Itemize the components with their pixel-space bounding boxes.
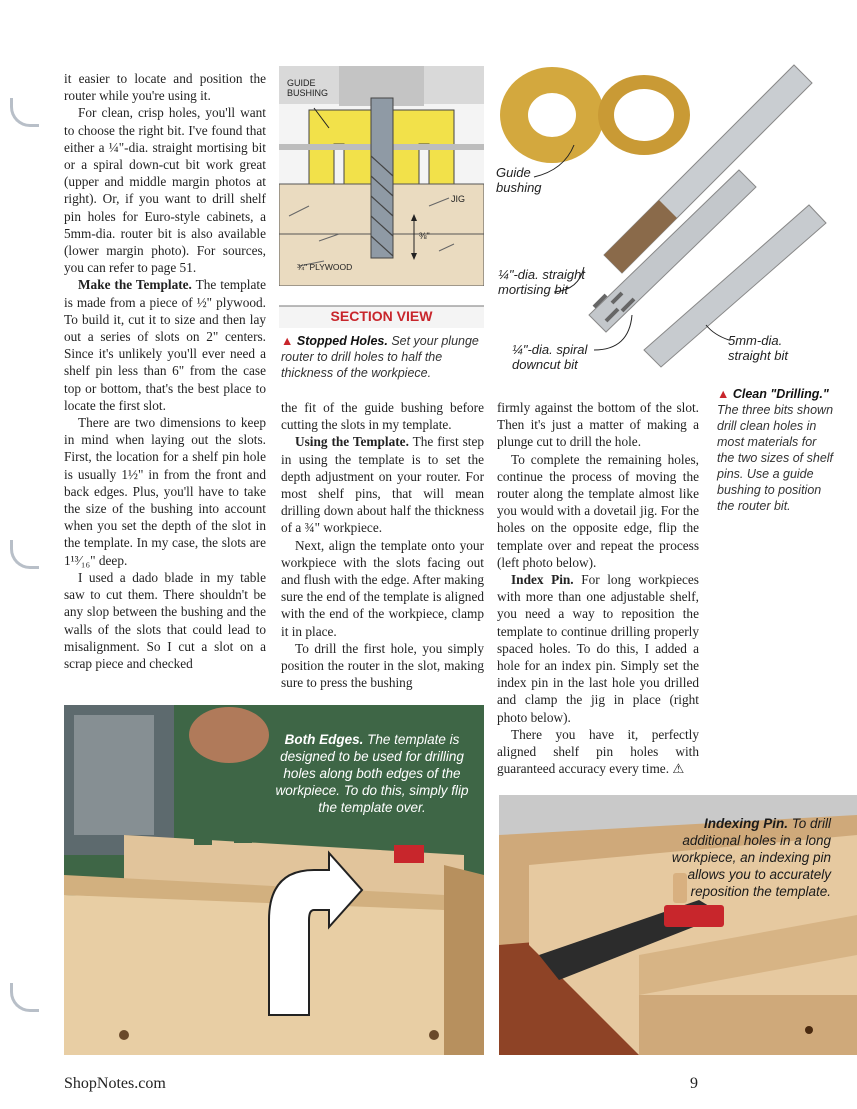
clean-drilling-heading: Clean "Drilling." <box>732 387 829 401</box>
column-3 <box>497 399 699 778</box>
col1-paragraph-2: For clean, crisp holes, you'll want to choose the right bit. I've found that either a ¼"-dia. straight mortising bit or a spiral down-cut bit work great (upper and middle margin photos at right). Or, if you want to drill shelf pin holes for Euro-style cabinets, a 5mm-dia. router bit is also available (lower margin photo). For sources, you can refer to page 51. <box>64 105 266 276</box>
plywood-label: ¾" PLYWOOD <box>297 262 353 272</box>
indexing-pin-heading: Indexing Pin. <box>703 816 788 831</box>
binder-ring-middle <box>10 540 39 569</box>
depth-dimension-label: ⅜" <box>419 231 430 241</box>
caption-triangle-icon: ▲ <box>281 334 294 348</box>
page-number: 9 <box>690 1075 698 1092</box>
indexing-pin-overlay <box>649 815 831 900</box>
stopped-holes-heading: Stopped Holes. <box>296 334 388 348</box>
col2-paragraph-2-text: The first step in using the template is to set the depth adjustment on your router. For most shelf pins, that will mean drilling down about half the thickness of a ¾" workpiece. <box>281 434 484 536</box>
col1-paragraph-4: There are two dimensions to keep in mind when laying out the slots. First, the location for a shelf pin hole is usually 1½" in from the front and back edges. Plus, you'll have to take the size of the bushing into account when you set the depth of the slot in the template. In my case, the slots are 1¹³⁄₁₆" deep. <box>64 415 266 568</box>
index-pin-heading: Index Pin. <box>511 572 574 588</box>
col2-paragraph-2 <box>281 433 484 536</box>
col1-paragraph-1: it easier to locate and position the router while you're using it. <box>64 71 266 104</box>
both-edges-text: The template is designed to be used for drilling holes along both edges of the workpiece. To do this, simply flip the template over. <box>275 732 469 815</box>
col3-paragraph-4-text: There you have it, perfectly aligned shelf pin holes with guaranteed accuracy every time. <box>497 726 699 777</box>
section-view-title: SECTION VIEW <box>330 308 433 324</box>
col3-paragraph-1: firmly against the bottom of the slot. Then it's just a matter of making a plunge cut to drill the hole. <box>497 400 699 450</box>
col3-paragraph-3 <box>497 571 699 726</box>
col1-paragraph-5: I used a dado blade in my table saw to cut them. There shouldn't be any slop between the bushing and the walls of the slots that could lead to misalignment. So I cut a slot on a scrap piece and checked <box>64 569 266 671</box>
spiral-downcut-bit-callout: ¼"-dia. spiral downcut bit <box>512 342 588 372</box>
col2-paragraph-4: To drill the first hole, you simply position the router in the slot, making sure to press the bushing <box>281 640 484 691</box>
col3-paragraph-2: To complete the remaining holes, continue the process of moving the router along the template almost like you would with a dovetail jig. For the holes on the opposite edge, flip the template over and repeat the process (left photo below). <box>497 451 699 570</box>
column-2 <box>281 399 484 691</box>
column-1 <box>64 70 266 672</box>
jig-label: JIG <box>451 194 466 204</box>
clean-drilling-caption <box>717 386 835 514</box>
end-mark-icon: ⚠ <box>672 762 685 778</box>
5mm-bit-callout: 5mm-dia. straight bit <box>728 333 788 363</box>
router-bits-drawing <box>494 45 834 375</box>
col3-paragraph-3-text: For long workpieces with more than one adjustable shelf, you need a way to reposition the template to continue drilling properly spaced holes. To do this, I added a hole for an index pin. Simply set the index pin in the last hole you drilled and clamp the jig in place (right photo below). <box>497 572 699 725</box>
both-edges-heading: Both Edges. <box>284 732 364 747</box>
both-edges-photo <box>64 705 484 1055</box>
col1-paragraph-3 <box>64 276 266 414</box>
indexing-pin-text: To drill additional holes in a long workpiece, an indexing pin allows you to accurately reposition the template. <box>671 816 831 899</box>
col3-paragraph-4 <box>497 726 699 779</box>
indexing-pin-photo <box>499 795 857 1055</box>
guide-bushing-label: GUIDE BUSHING <box>287 78 329 98</box>
binder-ring-top <box>10 98 39 127</box>
straight-mortising-bit-callout: ¼"-dia. straight mortising bit <box>498 267 585 297</box>
footer-site: ShopNotes.com <box>64 1075 166 1092</box>
guide-bushing-callout: Guide bushing <box>496 165 542 195</box>
col2-paragraph-1: the fit of the guide bushing before cutting the slots in my template. <box>281 400 484 433</box>
col2-paragraph-3: Next, align the template onto your workpiece with the slots facing out and flush with the edge. After making sure the end of the template is aligned with the end of the workpiece, clamp it in place. <box>281 537 484 639</box>
using-template-heading: Using the Template. <box>295 434 409 450</box>
make-template-heading: Make the Template. <box>78 277 192 293</box>
both-edges-overlay <box>272 731 472 816</box>
section-view-illustration <box>279 66 484 328</box>
stopped-holes-caption <box>281 333 484 381</box>
binder-ring-bottom <box>10 983 39 1012</box>
margin-triangle-icon: ▲ <box>717 387 730 401</box>
router-bits-photo <box>494 45 834 375</box>
col1-paragraph-3-text: The template is made from a piece of ½" plywood. To build it, cut it to size and then lay out a series of slots on 2" centers. Since it's unlikely you'll ever need a shelf pin less than 6" from the case top or bottom, that's the best place to locate the first slot. <box>64 277 266 413</box>
stopped-holes-text: Set your plunge router to drill holes to half the thickness of the workpiece. <box>281 334 479 380</box>
clean-drilling-text: The three bits shown drill clean holes in most materials for the two sizes of shelf pins. Use a guide bushing to position the router bit. <box>717 403 834 513</box>
